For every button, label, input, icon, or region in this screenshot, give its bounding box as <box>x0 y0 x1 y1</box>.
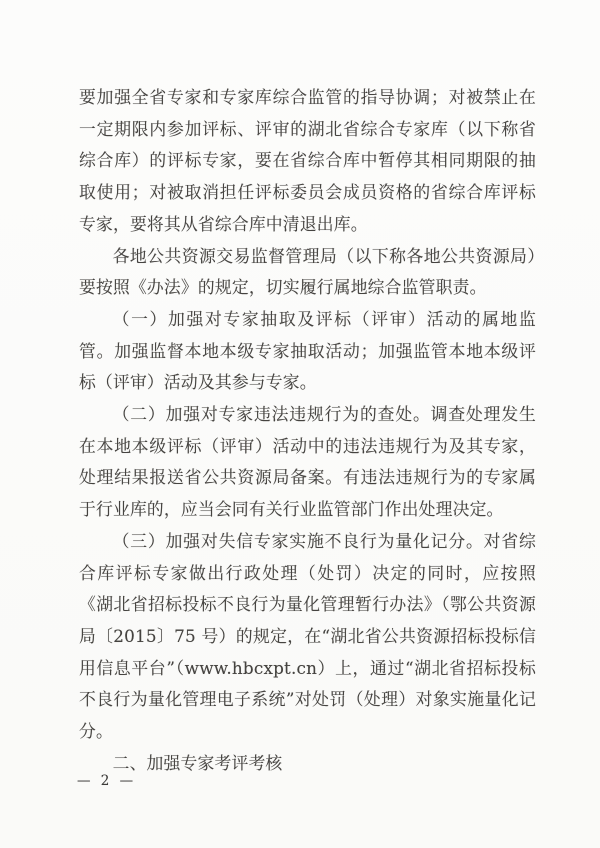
paragraph-item-2: （二）加强对专家违法违规行为的查处。调查处理发生在本地本级评标（评审）活动中的违法违规行为及其专家，处理结果报送省公共资源局备案。有违法违规行为的专家属于行业库的，应当会同有关行业监管部门作出处理决定。 <box>79 404 536 520</box>
section-heading-2: 二、加强专家考评考核 <box>112 752 283 773</box>
page-number: — 2 — <box>77 773 137 789</box>
paragraph-local-bureaus: 各地公共资源交易监督管理局（以下称各地公共资源局）要按照《办法》的规定，切实履行属地综合监管职责。 <box>79 245 536 298</box>
paragraph-item-1: （一）加强对专家抽取及评标（评审）活动的属地监管。加强监督本地本级专家抽取活动；加强监管本地本级评标（评审）活动及其参与专家。 <box>79 308 536 393</box>
document-body <box>79 82 536 779</box>
paragraph-continuation: 要加强全省专家和专家库综合监管的指导协调；对被禁止在一定期限内参加评标、评审的湖北省综合专家库（以下称省综合库）的评标专家，要在省综合库中暂停其相同期限的抽取使用；对被取消担任评标委员会成员资格的省综合库评标专家，要将其从省综合库中清退出库。 <box>79 87 536 234</box>
paragraph-item-3: （三）加强对失信专家实施不良行为量化记分。对省综合库评标专家做出行政处理（处罚）决定的同时，应按照《湖北省招标投标不良行为量化管理暂行办法》（鄂公共资源局〔2015〕75 号）的规定，在“湖北省公共资源招标投标信用信息平台”（www.hbcxpt.cn）上，通过“湖北省招标投标不良行为量化管理电子系统”对处罚（处理）对象实施量化记分。 <box>79 530 536 742</box>
